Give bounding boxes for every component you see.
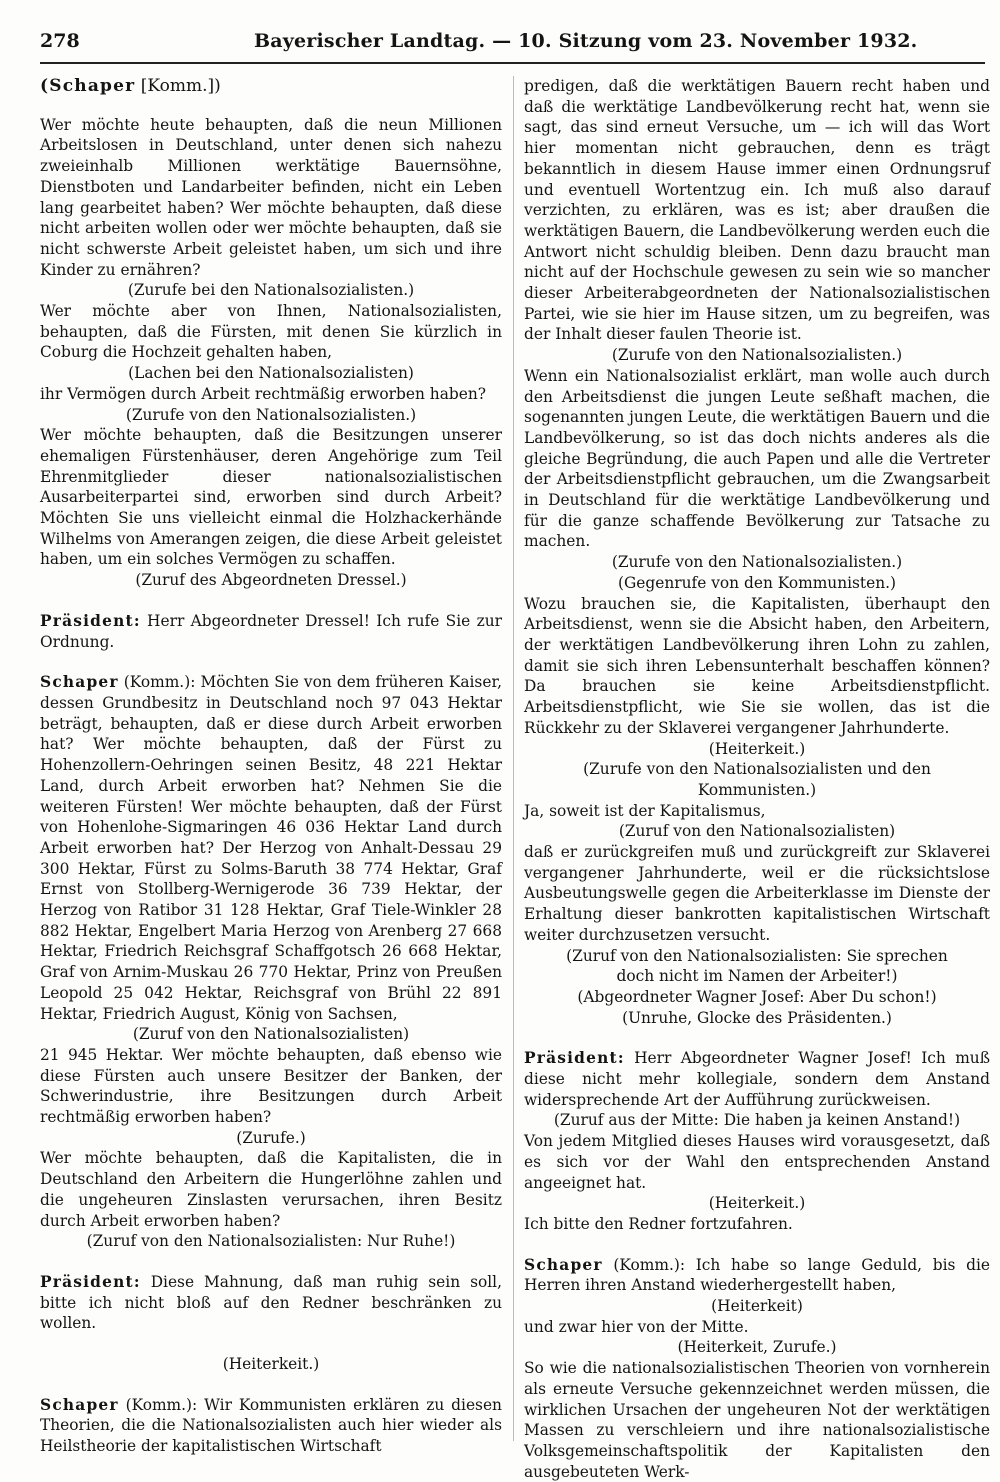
interjection: (Zuruf von den Nationalsozialisten: Sie sprechen: [566, 946, 948, 965]
interjection: (Gegenrufe von den Kommunisten.): [617, 573, 897, 592]
speaker-name: Schaper: [40, 1395, 119, 1414]
speaker-name: (Schaper: [40, 76, 136, 96]
paragraph: Wer möchte behaupten, daß die Kapitalisten, die in Deutschland den Arbeitern die Hungerlöhne zahlen und die ungeheuren Zinslasten verursachen, ihren Besitz durch Arbeit erworben haben?: [40, 1149, 502, 1230]
column-divider: [513, 76, 514, 1441]
speech-text: Herr Abgeordneter Dressel! Ich rufe Sie zur Ordnung.: [40, 611, 502, 651]
speech: [40, 1395, 502, 1457]
speech-text: Ich habe so lange Geduld, bis die Herren ihren Anstand wiederhergestellt haben,: [524, 1255, 990, 1295]
paragraph: Von jedem Mitglied dieses Hauses wird vorausgesetzt, daß es sich vor der Wahl den entsprechenden Anstand angeeignet hat.: [524, 1132, 990, 1192]
speaker-party: (Komm.):: [602, 1255, 686, 1274]
interjection: (Zurufe von den Nationalsozialisten und den Kommunisten.): [583, 760, 931, 799]
paragraph: Ich bitte den Redner fortzufahren.: [524, 1214, 793, 1233]
interjection: (Zurufe von den Nationalsozialisten.): [611, 553, 903, 572]
speech: [40, 672, 502, 1024]
running-title: Bayerischer Landtag. — 10. Sitzung vom 23. November 1932.: [254, 30, 918, 52]
interjection: (Abgeordneter Wagner Josef: Aber Du schon!): [577, 987, 937, 1006]
paragraph: Wer möchte behaupten, daß die Besitzungen unserer ehemaligen Fürstenhäuser, deren Angehörige zum Teil Ehrenmitglieder dieser nationalsozialistischen Ausarbeiterpartei sind, erworben sind durch Arbeit? Möchten Sie uns vielleicht einmal die Holzhackerhände Wilhelms von Amerangen zeigen, die diese Arbeit geleistet haben, um ein solches Vermögen zu schaffen.: [40, 426, 502, 569]
speech: [40, 611, 502, 652]
speaker-party: (Komm.):: [118, 1395, 198, 1414]
speech: [524, 1255, 990, 1296]
paragraph: Wozu brauchen sie, die Kapitalisten, überhaupt den Arbeitsdienst, wenn sie die Absicht haben, den Arbeitern, der werktätigen Landbevölkerung ihren Lohn zu zahlen, damit sie sich ihren Lebensunterhalt beschaffen können? Da brauchen sie keine Arbeitsdienstpflicht. Arbeitsdienstpflicht, wie Sie sie wollen, das ist die Rückkehr zu der Sklaverei vergangener Jahrhunderte.: [524, 594, 990, 737]
interjection: (Zurufe von den Nationalsozialisten.): [611, 346, 903, 365]
speech: [40, 1272, 502, 1334]
interjection: (Heiterkeit, Zurufe.): [677, 1338, 837, 1357]
speaker-party: (Komm.):: [118, 673, 196, 692]
header-rule: [40, 62, 985, 64]
interjection: (Zuruf von den Nationalsozialisten: Nur Ruhe!): [86, 1232, 456, 1251]
paragraph: und zwar hier von der Mitte.: [524, 1317, 749, 1336]
interjection: (Heiterkeit.): [708, 1194, 806, 1213]
interjection: (Heiterkeit): [711, 1297, 803, 1316]
speaker-heading: [40, 76, 502, 97]
speaker-party: [Komm.]): [135, 76, 221, 96]
speaker-name: Präsident:: [524, 1049, 625, 1068]
interjection: (Unruhe, Glocke des Präsidenten.): [622, 1008, 892, 1027]
paragraph: Wer möchte aber von Ihnen, Nationalsozialisten, behaupten, daß die Fürsten, mit denen Sie kürzlich in Coburg die Hochzeit gehalten haben,: [40, 302, 502, 362]
interjection: (Lachen bei den Nationalsozialisten): [128, 364, 414, 383]
interjection: (Zurufe.): [236, 1128, 306, 1147]
right-column: [524, 76, 990, 1481]
page-number: 278: [40, 30, 80, 52]
speaker-name: Schaper: [524, 1255, 603, 1274]
speech-text: Herr Abgeordneter Wagner Josef! Ich muß diese nicht mehr kollegiale, sondern dem Anstand widersprechende Art der Aufführung zurückweisen.: [524, 1049, 990, 1109]
left-column: [40, 76, 502, 1456]
paragraph: daß er zurückgreifen muß und zurückgreift zur Sklaverei vergangener Jahrhunderte, weil er die rücksichtslose Ausbeutungswelle gegen die Arbeiterklasse im Dienste der Erhaltung dieser bankrotten kapitalistischen Wirtschaft weiter durchzusetzen versucht.: [524, 843, 990, 944]
interjection: (Zuruf von den Nationalsozialisten): [618, 822, 896, 841]
paragraph: So wie die nationalsozialistischen Theorien von vornherein als erneute Versuche gekennzeichnet werden müssen, die wirklichen Ursachen der ungeheuren Not der werktätigen Massen zu verschleiern und ihre nationalsozialistische Volksgemeinschaftspolitik der Kapitalisten den ausgebeuteten Werk-: [524, 1359, 990, 1481]
speech: [524, 1048, 990, 1110]
speaker-name: Präsident:: [40, 1272, 141, 1291]
interjection: (Zurufe von den Nationalsozialisten.): [125, 405, 417, 424]
speech-text: Diese Mahnung, daß man ruhig sein soll, bitte ich nicht bloß auf den Redner beschränken zu wollen.: [40, 1272, 502, 1333]
interjection: doch nicht im Namen der Arbeiter!): [616, 967, 898, 986]
paragraph: 21 945 Hektar. Wer möchte behaupten, daß ebenso wie diese Fürsten auch unsere Besitzer der Banken, der Schwerindustrie, ihre Besitzungen durch Arbeit rechtmäßig erworben haben?: [40, 1045, 502, 1127]
paragraph: predigen, daß die werktätigen Bauern recht haben und daß die werktätige Landbevölkerung recht hat, wenn sie sagt, das sind erneut Versuche, um — ich will das Wort hier momentan nicht gebrauchen, denn es trägt bekanntlich in diesem Hause immer einen Ordnungsruf und eventuell Wortentzug ein. Ich muß also darauf verzichten, zu erklären, was es ist; aber draußen die werktätigen Bauern, die Landbevölkerung werden euch die Antwort nicht schuldig bleiben. Denn dazu braucht man nicht auf der Hochschule gewesen zu sein wie so mancher dieser Arbeiterabgeordneten der Nationalsozialistischen Partei, wie sie hier im Hause sitzen, um zu begreifen, was der Inhalt dieser faulen Theorie ist.: [524, 77, 990, 344]
speaker-name: Schaper: [40, 673, 119, 692]
interjection: (Zuruf des Abgeordneten Dressel.): [135, 571, 407, 590]
paragraph: Wer möchte heute behaupten, daß die neun Millionen Arbeitslosen in Deutschland, unter denen sich nahezu zweieinhalb Millionen werktätige Bauernsöhne, Dienstboten und Landarbeiter befinden, nicht ein Leben lang gearbeitet haben? Wer möchte behaupten, daß diese nicht arbeiten wollen oder wer möchte behaupten, daß sie nicht schwerste Arbeit geleistet haben, um sich und ihre Kinder zu ernähren?: [40, 115, 502, 279]
interjection: (Zurufe bei den Nationalsozialisten.): [127, 281, 415, 300]
interjection: (Heiterkeit.): [222, 1355, 320, 1374]
paragraph: Ja, soweit ist der Kapitalismus,: [524, 801, 766, 820]
interjection: (Heiterkeit.): [708, 739, 806, 758]
paragraph: ihr Vermögen durch Arbeit rechtmäßig erworben haben?: [40, 384, 486, 403]
speech-text: Möchten Sie von dem früheren Kaiser, dessen Grundbesitz in Deutschland noch 97 043 Hektar beträgt, behaupten, daß er diese durch Arbeit erworben hat? Wer möchte behaupten, daß der Fürst zu Hohenzollern-Oehringen seinen Besitz, 48 221 Hektar Land, durch Arbeit erworben hat? Nehmen Sie die weiteren Fürsten! Wer möchte behaupten, daß der Fürst von Hohenlohe-Sigmaringen 46 036 Hektar Land durch Arbeit erworben hat? Der Herzog von Anhalt-Dessau 29 300 Hektar, Fürst zu Solms-Baruth 38 774 Hektar, Graf Ernst von Stollberg-Wernigerode 36 739 Hektar, der Herzog von Ratibor 31 128 Hektar, Graf Tiele-Winkler 28 882 Hektar, Engelbert Maria Herzog von Arenberg 27 668 Hektar, Friedrich Reichsgraf Schaffgotsch 26 668 Hektar, Graf von Arnim-Muskau 26 770 Hektar, Prinz von Preußen Leopold 25 042 Hektar, Reichsgraf von Brühl 22 891 Hektar, Friedrich August, König von Sachsen,: [40, 673, 502, 1023]
paragraph: Wenn ein Nationalsozialist erklärt, man wolle auch durch den Arbeitsdienst die jungen Leute seßhaft machen, die sogenannten jungen Leute, die werktätigen Bauern und die Landbevölkerung, so ist das doch nichts anderes als die gleiche Begründung, die auch Papen und alle die Vertreter der Arbeitsdienstpflicht gebrauchen, um die Zwangsarbeit in Deutschland für die werktätige Landbevölkerung und für die ganze schaffende Bevölkerung zur Tatsache zu machen.: [524, 366, 990, 551]
interjection: (Zuruf von den Nationalsozialisten): [132, 1025, 410, 1044]
page-header: [40, 30, 985, 60]
speech-text: Wir Kommunisten erklären zu diesen Theorien, die die Nationalsozialisten auch hier wieder als Heilstheorie der kapitalistischen Wirtschaft: [40, 1395, 502, 1456]
interjection: (Zuruf aus der Mitte: Die haben ja keinen Anstand!): [553, 1111, 961, 1130]
speaker-name: Präsident:: [40, 611, 141, 630]
